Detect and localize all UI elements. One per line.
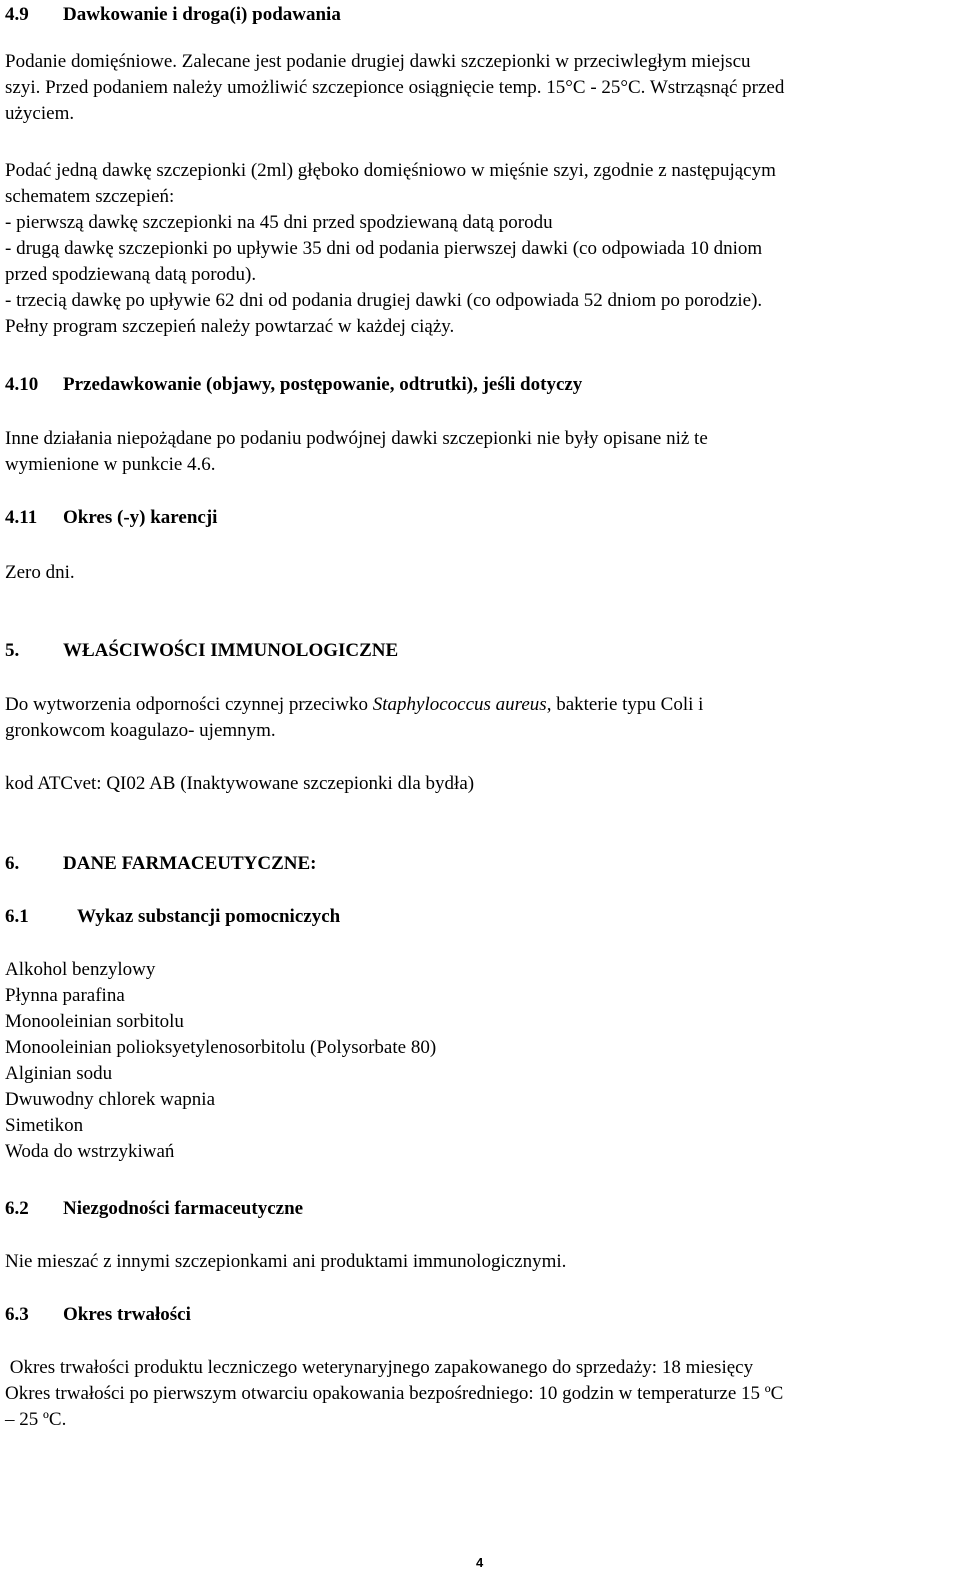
section-number: 4.10 — [5, 374, 39, 395]
list-item: Alkohol benzylowy — [5, 959, 156, 980]
text-line: szyi. Przed podaniem należy umożliwić szczepionce osiągnięcie temp. 15°C - 25°C. Wstrząsnąć przed — [5, 77, 785, 98]
section-number: 5. — [5, 640, 20, 661]
text-line: Inne działania niepożądane po podaniu podwójnej dawki szczepionki nie były opisane niż te — [5, 428, 708, 449]
heading-6-2 — [5, 1196, 303, 1222]
paragraph-immunological — [5, 692, 953, 744]
heading-4-10 — [5, 372, 582, 398]
paragraph-withdrawal — [5, 560, 953, 586]
paragraph-dosage-schedule — [5, 158, 953, 340]
heading-6-3 — [5, 1302, 191, 1328]
section-title: Niezgodności farmaceutyczne — [63, 1198, 304, 1219]
section-number: 6.1 — [5, 906, 29, 927]
text-line: Pełny program szczepień należy powtarzać w każdej ciąży. — [5, 316, 455, 337]
list-item: Woda do wstrzykiwań — [5, 1141, 175, 1162]
section-title: WŁAŚCIWOŚCI IMMUNOLOGICZNE — [63, 640, 399, 661]
list-item: Alginian sodu — [5, 1063, 113, 1084]
section-title: Wykaz substancji pomocniczych — [77, 906, 341, 927]
text-line: – 25 ºC. — [5, 1409, 67, 1430]
list-item: Dwuwodny chlorek wapnia — [5, 1089, 216, 1110]
heading-6-1 — [5, 904, 340, 930]
section-title: DANE FARMACEUTYCZNE: — [63, 853, 317, 874]
heading-6 — [5, 851, 317, 877]
text-line: - pierwszą dawkę szczepionki na 45 dni przed spodziewaną datą porodu — [5, 212, 553, 233]
text-line: Podać jedną dawkę szczepionki (2ml) głęboko domięśniowo w mięśnie szyi, zgodnie z następującym — [5, 160, 776, 181]
section-number: 4.9 — [5, 4, 29, 25]
text-line: wymienione w punkcie 4.6. — [5, 454, 216, 475]
paragraph-incompatibilities — [5, 1249, 953, 1275]
heading-5 — [5, 638, 398, 664]
list-item: Monooleinian sorbitolu — [5, 1011, 184, 1032]
section-number: 4.11 — [5, 507, 38, 528]
paragraph-overdose — [5, 426, 953, 478]
section-title: Okres (-y) karencji — [63, 507, 218, 528]
heading-4-9 — [5, 2, 341, 28]
list-item: Monooleinian polioksyetylenosorbitolu (Polysorbate 80) — [5, 1037, 437, 1058]
section-title: Dawkowanie i droga(i) podawania — [63, 4, 341, 25]
excipients-list — [5, 957, 953, 1165]
section-number: 6.3 — [5, 1304, 29, 1325]
text-line: Nie mieszać z innymi szczepionkami ani produktami immunologicznymi. — [5, 1251, 567, 1272]
text-line: schematem szczepień: — [5, 186, 175, 207]
text-line: przed spodziewaną datą porodu). — [5, 264, 257, 285]
list-item: Płynna parafina — [5, 985, 125, 1006]
section-number: 6.2 — [5, 1198, 29, 1219]
list-item: Simetikon — [5, 1115, 84, 1136]
text-line: gronkowcom koagulazo- ujemnym. — [5, 720, 276, 741]
text-line: Okres trwałości produktu leczniczego weterynaryjnego zapakowanego do sprzedaży: 18 miesięcy — [5, 1357, 754, 1378]
paragraph-shelf-life — [5, 1355, 953, 1433]
text-line: - trzecią dawkę po upływie 62 dni od podania drugiej dawki (co odpowiada 52 dniom po porodzie). — [5, 290, 763, 311]
paragraph-atc-code — [5, 771, 953, 797]
text-line: kod ATCvet: QI02 AB (Inaktywowane szczepionki dla bydła) — [5, 773, 475, 794]
text-line: użyciem. — [5, 103, 75, 124]
heading-4-11 — [5, 505, 217, 531]
text-segment: , bakterie typu Coli i — [546, 694, 704, 715]
section-number: 6. — [5, 853, 20, 874]
section-title: Przedawkowanie (objawy, postępowanie, odtrutki), jeśli dotyczy — [63, 374, 583, 395]
section-title: Okres trwałości — [63, 1304, 191, 1325]
text-segment: Do wytworzenia odporności czynnej przeciwko — [5, 694, 373, 715]
text-line — [5, 692, 953, 718]
species-name: Staphylococcus aureus — [372, 694, 547, 715]
text-line: - drugą dawkę szczepionki po upływie 35 dni od podania pierwszej dawki (co odpowiada 10 dniom — [5, 238, 763, 259]
text-line: Podanie domięśniowe. Zalecane jest podanie drugiej dawki szczepionki w przeciwległym miejscu — [5, 51, 751, 72]
page-number: 4 — [476, 1555, 484, 1570]
paragraph-administration — [5, 49, 953, 127]
text-line: Okres trwałości po pierwszym otwarciu opakowania bezpośredniego: 10 godzin w temperaturze 15 ºC — [5, 1383, 784, 1404]
text-line: Zero dni. — [5, 562, 75, 583]
